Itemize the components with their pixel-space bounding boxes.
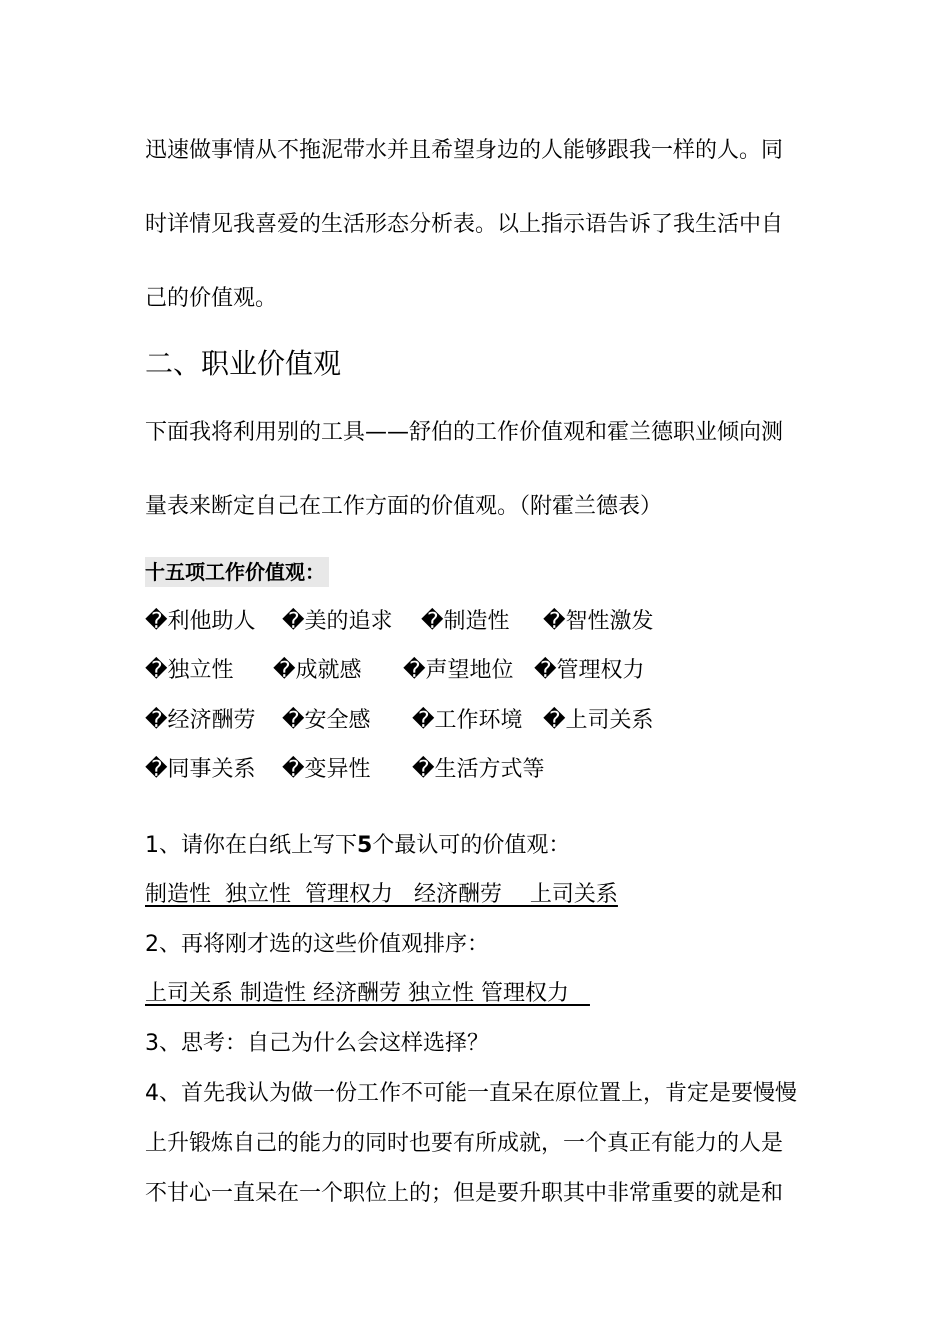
value-item: �经济酬劳 <box>145 708 256 733</box>
paragraph-line: 量表来断定自己在工作方面的价值观。（附霍兰德表） <box>145 494 663 519</box>
question-3: 3、思考：自己为什么会这样选择？ <box>145 1031 489 1056</box>
answer-1 <box>145 880 618 910</box>
question-1-suffix: 个最认可的价值观： <box>372 833 571 858</box>
value-item: �变异性 <box>282 757 371 782</box>
paragraph-line: 不甘心一直呆在一个职位上的；但是要升职其中非常重要的就是和 <box>145 1181 784 1206</box>
value-item: �安全感 <box>282 708 371 733</box>
paragraph-line: 4、首先我认为做一份工作不可能一直呆在原位置上，肯定是要慢慢 <box>145 1081 797 1106</box>
paragraph-line: 时详情见我喜爱的生活形态分析表。以上指示语告诉了我生活中自 <box>145 212 784 237</box>
paragraph-line: 迅速做事情从不拖泥带水并且希望身边的人能够跟我一样的人。同 <box>145 138 784 163</box>
value-item: �管理权力 <box>534 658 645 683</box>
question-1-number: 5 <box>357 833 373 858</box>
paragraph-line: 己的价值观。 <box>145 286 278 311</box>
value-item: �独立性 <box>145 658 234 683</box>
question-1 <box>145 831 570 861</box>
value-item: �上司关系 <box>543 708 654 733</box>
value-item: �美的追求 <box>282 609 393 634</box>
values-heading: 十五项工作价值观： <box>145 557 329 587</box>
answer-2-text: 上司关系 制造性 经济酬劳 独立性 管理权力 <box>145 981 590 1006</box>
answer-2 <box>145 979 590 1009</box>
question-2: 2、再将刚才选的这些价值观排序： <box>145 932 489 957</box>
section-title: 二、职业价值观 <box>145 347 342 380</box>
value-item: �制造性 <box>421 609 510 634</box>
value-item: �成就感 <box>273 658 362 683</box>
value-item: �智性激发 <box>543 609 654 634</box>
value-item: �同事关系 <box>145 757 256 782</box>
value-item: �工作环境 <box>412 708 523 733</box>
value-item: �声望地位 <box>403 658 514 683</box>
value-item: �利他助人 <box>145 609 256 634</box>
paragraph-line: 上升锻炼自己的能力的同时也要有所成就，一个真正有能力的人是 <box>145 1131 784 1156</box>
value-item: �生活方式等 <box>412 757 545 782</box>
answer-1-text: 制造性 独立性 管理权力 经济酬劳 上司关系 <box>145 882 618 907</box>
paragraph-line: 下面我将利用别的工具——舒伯的工作价值观和霍兰德职业倾向测 <box>145 420 784 445</box>
question-1-prefix: 1、请你在白纸上写下 <box>145 833 357 858</box>
